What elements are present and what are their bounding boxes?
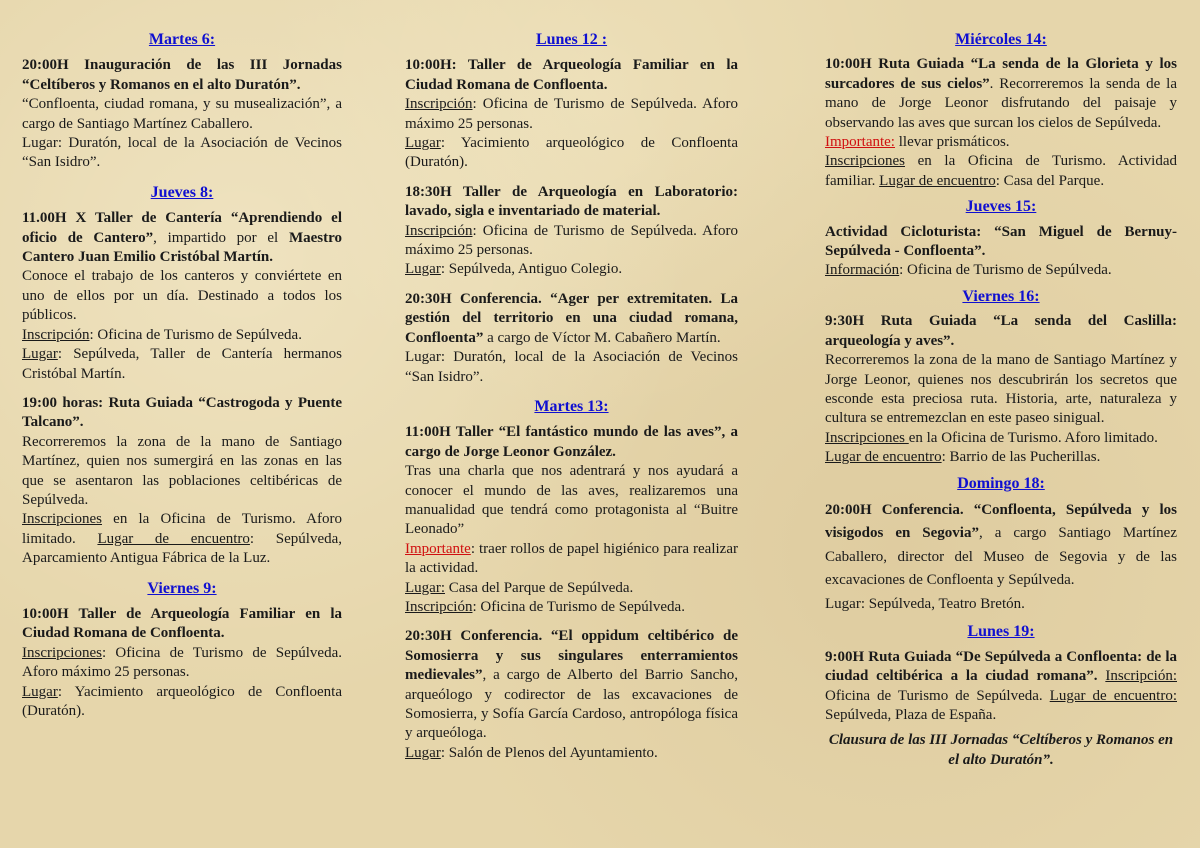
event-title: 11.00H X Taller de Cantería “Aprendiendo el oficio de Cantero”, impartido por el Maestro Cantero Juan Emilio Cristóbal Martín.	[22, 210, 342, 266]
event-conferencia-ager	[405, 290, 738, 387]
event-location: Lugar: Duratón, local de la Asociación de Vecinos “San Isidro”.	[405, 349, 738, 385]
event-title: 20:00H Conferencia. “Confloenta, Sepúlveda y los visigodos en Segovia”, a cargo Santiago Martínez Caballero, director del Museo de Segovia y de las excavaciones de Confloenta y Sepúlveda.	[825, 501, 1177, 589]
column-right	[825, 30, 1177, 785]
event-title: Actividad Cicloturista: “San Miguel de Bernuy-Sepúlveda - Confloenta”.	[825, 223, 1177, 260]
event-description: Recorreremos la zona de la mano de Santiago Martínez y Jorge Leonor, quienes nos descubrirán los secretos que esconde esta preciosa ruta. Historia, arte, naturaleza y cultura se entremezclan en este paseo sinigual.	[825, 352, 1177, 427]
event-title: 10:00H Ruta Guiada “La senda de la Glorieta y los surcadores de sus cielos”. Recorreremos la senda de la mano de Jorge Leonor disfrutando del paisaje y observando las aves que surcan los cielos de Sepúlveda.	[825, 56, 1177, 131]
event-taller-aves	[405, 423, 738, 617]
event-location: Lugar: Yacimiento arqueológico de Confloenta (Duratón).	[405, 135, 738, 171]
day-heading-martes-6: Martes 6:	[148, 31, 216, 48]
event-ruta-glorieta	[825, 55, 1177, 191]
event-conferencia-oppidum	[405, 627, 738, 763]
event-description: Tras una charla que nos adentrará y nos ayudará a conocer el mundo de las aves, realizaremos una manualidad que tendrá como protagonista al “Buitre Leonado”	[405, 463, 738, 538]
event-ruta-caslilla	[825, 312, 1177, 467]
event-registration: Inscripciones en la Oficina de Turismo. Actividad familiar. Lugar de encuentro: Casa del Parque.	[825, 153, 1177, 189]
event-registration: Inscripciones en la Oficina de Turismo. Aforo limitado. Lugar de encuentro: Sepúlveda, Aparcamiento Antigua Fábrica de la Luz.	[22, 511, 343, 567]
event-description: “Confloenta, ciudad romana, y su musealización”, a cargo de Santiago Martínez Caballero.	[22, 96, 342, 132]
event-important: Importante: llevar prismáticos.	[825, 134, 1010, 151]
event-title: 9:30H Ruta Guiada “La senda del Caslilla: arqueología y aves”.	[825, 313, 1177, 349]
event-arqueologia-familiar	[405, 56, 738, 172]
event-location: Lugar: Sepúlveda, Antiguo Colegio.	[405, 261, 623, 278]
event-location: Lugar: Sepúlveda, Teatro Bretón.	[825, 595, 1025, 612]
event-registration: Inscripciones en la Oficina de Turismo. Aforo limitado.	[825, 429, 1158, 446]
event-description: Conoce el trabajo de los canteros y conviértete en uno de ellos por un día. Destinado a todos los públicos.	[22, 268, 342, 324]
event-registration: Inscripción: Oficina de Turismo de Sepúlveda. Aforo máximo 25 personas.	[405, 96, 738, 132]
event-taller-canteria	[22, 209, 342, 384]
event-title: 19:00 horas: Ruta Guiada “Castrogoda y Puente Talcano”.	[22, 394, 342, 431]
day-heading-jueves-8: Jueves 8:	[150, 183, 214, 201]
event-registration: Inscripción: Oficina de Turismo de Sepúlveda. Aforo máximo 25 personas.	[405, 222, 738, 259]
day-heading-lunes-19: Lunes 19:	[967, 623, 1035, 641]
event-location: Lugar: Sepúlveda, Taller de Cantería hermanos Cristóbal Martín.	[22, 346, 342, 382]
column-left	[22, 30, 342, 731]
event-title: 20:00H Inauguración de las III Jornadas “Celtíberos y Romanos en el alto Duratón”.	[22, 57, 342, 93]
day-heading-viernes-9: Viernes 9:	[147, 579, 217, 597]
day-heading-jueves-15: Jueves 15:	[965, 198, 1037, 216]
event-title: 9:00H Ruta Guiada “De Sepúlveda a Confloenta: de la ciudad celtibérica a la ciudad romana”. Inscripción: Oficina de Turismo de Sepúlveda. Lugar de encuentro: Sepúlveda, Plaza de España.	[825, 648, 1177, 724]
event-title: 20:30H Conferencia. “Ager per extremitaten. La gestión del territorio en una ciudad romana, Confloenta” a cargo de Víctor M. Cabañero Martín.	[405, 290, 738, 346]
day-heading-lunes-12: Lunes 12 :	[535, 31, 608, 48]
column-middle	[405, 30, 738, 773]
event-description: Recorreremos la zona de la mano de Santiago Martínez, quien nos sumergirá en las zonas en las que se asentaron las poblaciones celtibéricas de Sepúlveda.	[22, 433, 342, 508]
event-location: Lugar: Duratón, local de la Asociación de Vecinos “San Isidro”.	[22, 135, 342, 171]
event-info: Información: Oficina de Turismo de Sepúlveda.	[825, 262, 1112, 279]
day-heading-martes-13: Martes 13:	[534, 397, 609, 415]
event-conferencia-visigodos	[825, 499, 1177, 617]
event-registration: Inscripciones: Oficina de Turismo de Sepúlveda. Aforo máximo 25 personas.	[22, 644, 342, 681]
event-cicloturista	[825, 223, 1177, 281]
event-title: 18:30H Taller de Arqueología en Laboratorio: lavado, sigla e inventariado de material.	[405, 183, 738, 220]
event-location: Lugar: Yacimiento arqueológico de Confloenta (Duratón).	[22, 683, 342, 719]
event-ruta-confloenta	[825, 648, 1177, 726]
event-taller-laboratorio	[405, 183, 738, 280]
event-title: 20:30H Conferencia. “El oppidum celtibérico de Somosierra y sus singulares enterramientos medievales”, a cargo de Alberto del Barrio Sancho, arqueólogo y codirector de las excavaciones de Somosierra, y Sofía García Cardoso, antropóloga física y arqueóloga.	[405, 628, 738, 742]
closing-note: Clausura de las III Jornadas “Celtíberos y Romanos en el alto Duratón”.	[828, 732, 1174, 768]
event-ruta-castrogoda	[22, 394, 342, 569]
event-important: Importante: traer rollos de papel higiénico para realizar la actividad.	[405, 540, 738, 577]
event-inauguracion	[22, 56, 342, 172]
day-heading-viernes-16: Viernes 16:	[962, 287, 1040, 305]
event-location: Lugar: Casa del Parque de Sepúlveda.	[405, 579, 634, 596]
day-heading-domingo-18: Domingo 18:	[957, 474, 1045, 492]
event-registration: Inscripción: Oficina de Turismo de Sepúlveda.	[405, 598, 685, 615]
day-heading-miercoles-14: Miércoles 14:	[955, 31, 1047, 48]
event-registration: Inscripción: Oficina de Turismo de Sepúlveda.	[22, 326, 302, 343]
event-location: Lugar: Salón de Plenos del Ayuntamiento.	[405, 744, 658, 761]
event-title: 11:00H Taller “El fantástico mundo de las aves”, a cargo de Jorge Leonor González.	[405, 424, 738, 460]
event-title: 10:00H: Taller de Arqueología Familiar en la Ciudad Romana de Confloenta.	[405, 57, 738, 93]
event-arqueologia-familiar	[22, 605, 342, 721]
event-title: 10:00H Taller de Arqueología Familiar en la Ciudad Romana de Confloenta.	[22, 605, 342, 642]
event-location: Lugar de encuentro: Barrio de las Pucherillas.	[825, 449, 1101, 466]
